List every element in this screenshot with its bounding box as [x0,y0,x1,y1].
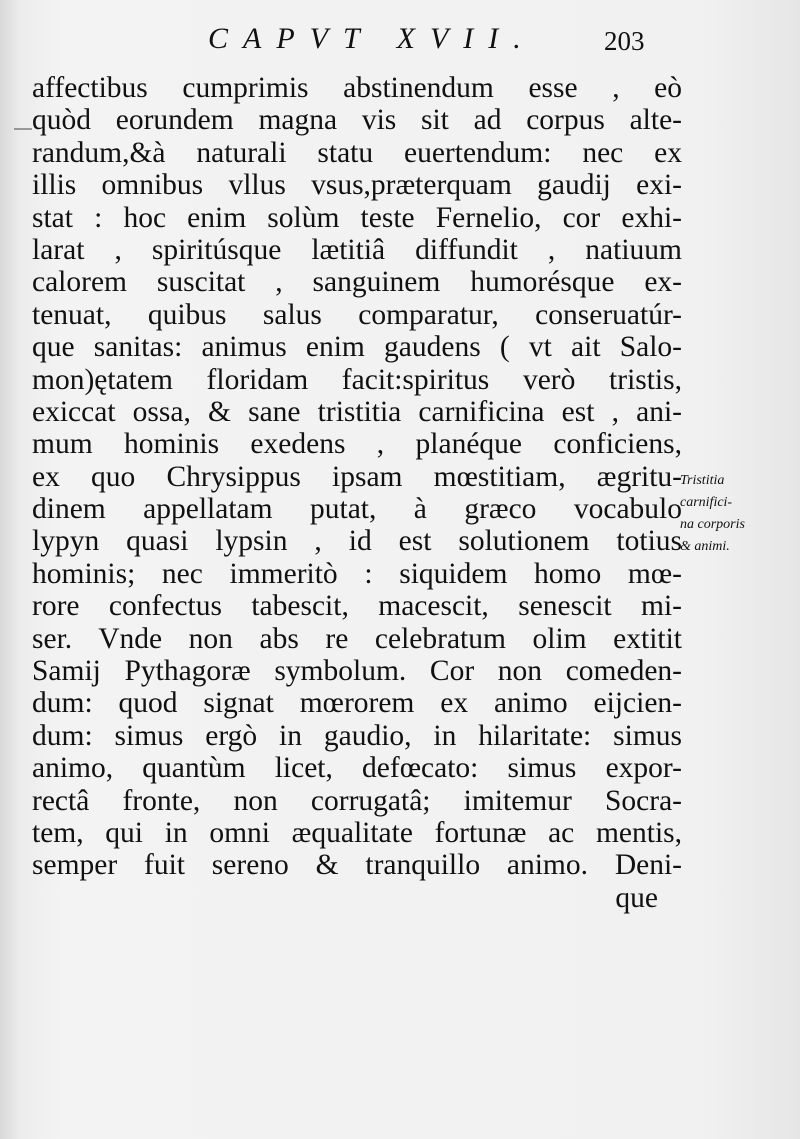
body-text [32,72,682,914]
text-line: exiccat ossa, & sane tristitia carnificina est , ani- [32,395,682,428]
text-line: illis omnibus vllus vsus,præterquam gaudij exi- [32,169,682,202]
text-line: rectâ fronte, non corrugatâ; imitemur Socra- [32,784,682,817]
text-line: Samij Pythagoræ symbolum. Cor non comeden- [32,655,682,688]
catchword: que [615,881,658,914]
text-line: hominis; nec immeritò : siquidem homo mœ- [32,557,682,590]
text-line: affectibus cumprimis abstinendum esse , eò [32,72,682,104]
text-line: mon)ętatem floridam facit:spiritus verò tristis, [32,363,682,396]
text-line: ser. Vnde non abs re celebratum olim extitit [32,622,682,655]
text-line: dinem appellatam putat, à græco vocabulo [32,493,682,526]
marginal-note [680,470,790,558]
text-line: larat , spiritúsque lætitiâ diffundit , natiuum [32,233,682,266]
text-line: semper fuit sereno & tranquillo animo. Deni- [32,849,682,882]
text-line: lypyn quasi lypsin , id est solutionem totius [32,525,682,558]
marginal-note-line: na corporis [680,517,745,532]
text-line: ex quo Chrysippus ipsam mœstitiam, ægritu- [32,460,682,493]
text-line: rore confectus tabescit, macescit, senescit mi- [32,590,682,623]
text-line: mum hominis exedens , planéque conficiens, [32,428,682,461]
text-line: dum: simus ergò in gaudio, in hilaritate: simus [32,719,682,752]
text-line: stat : hoc enim solùm teste Fernelio, cor exhi- [32,201,682,234]
text-line: dum: quod signat mœrorem ex animo eijcien- [32,687,682,720]
text-line: quòd eorundem magna vis sit ad corpus alte- [32,104,682,137]
text-line: randum,&à naturali statu euertendum: nec ex [32,136,682,169]
text-line: tenuat, quibus salus comparatur, conseruatúr- [32,298,682,331]
marginal-note-line: Tristitia [680,473,725,488]
running-title: CAPVT XVII. [208,22,536,55]
text-line: que sanitas: animus enim gaudens ( vt ait Salo- [32,331,682,364]
text-line: animo, quantùm licet, defœcato: simus expor- [32,752,682,785]
ink-mark [14,128,32,130]
page-number: 203 [604,26,645,56]
text-line: tem, qui in omni æqualitate fortunæ ac mentis, [32,816,682,849]
marginal-note-line: & animi. [680,539,730,554]
text-line: calorem suscitat , sanguinem humorésque ex- [32,266,682,299]
marginal-note-line: carnifici- [680,495,733,510]
page-header [0,18,800,62]
